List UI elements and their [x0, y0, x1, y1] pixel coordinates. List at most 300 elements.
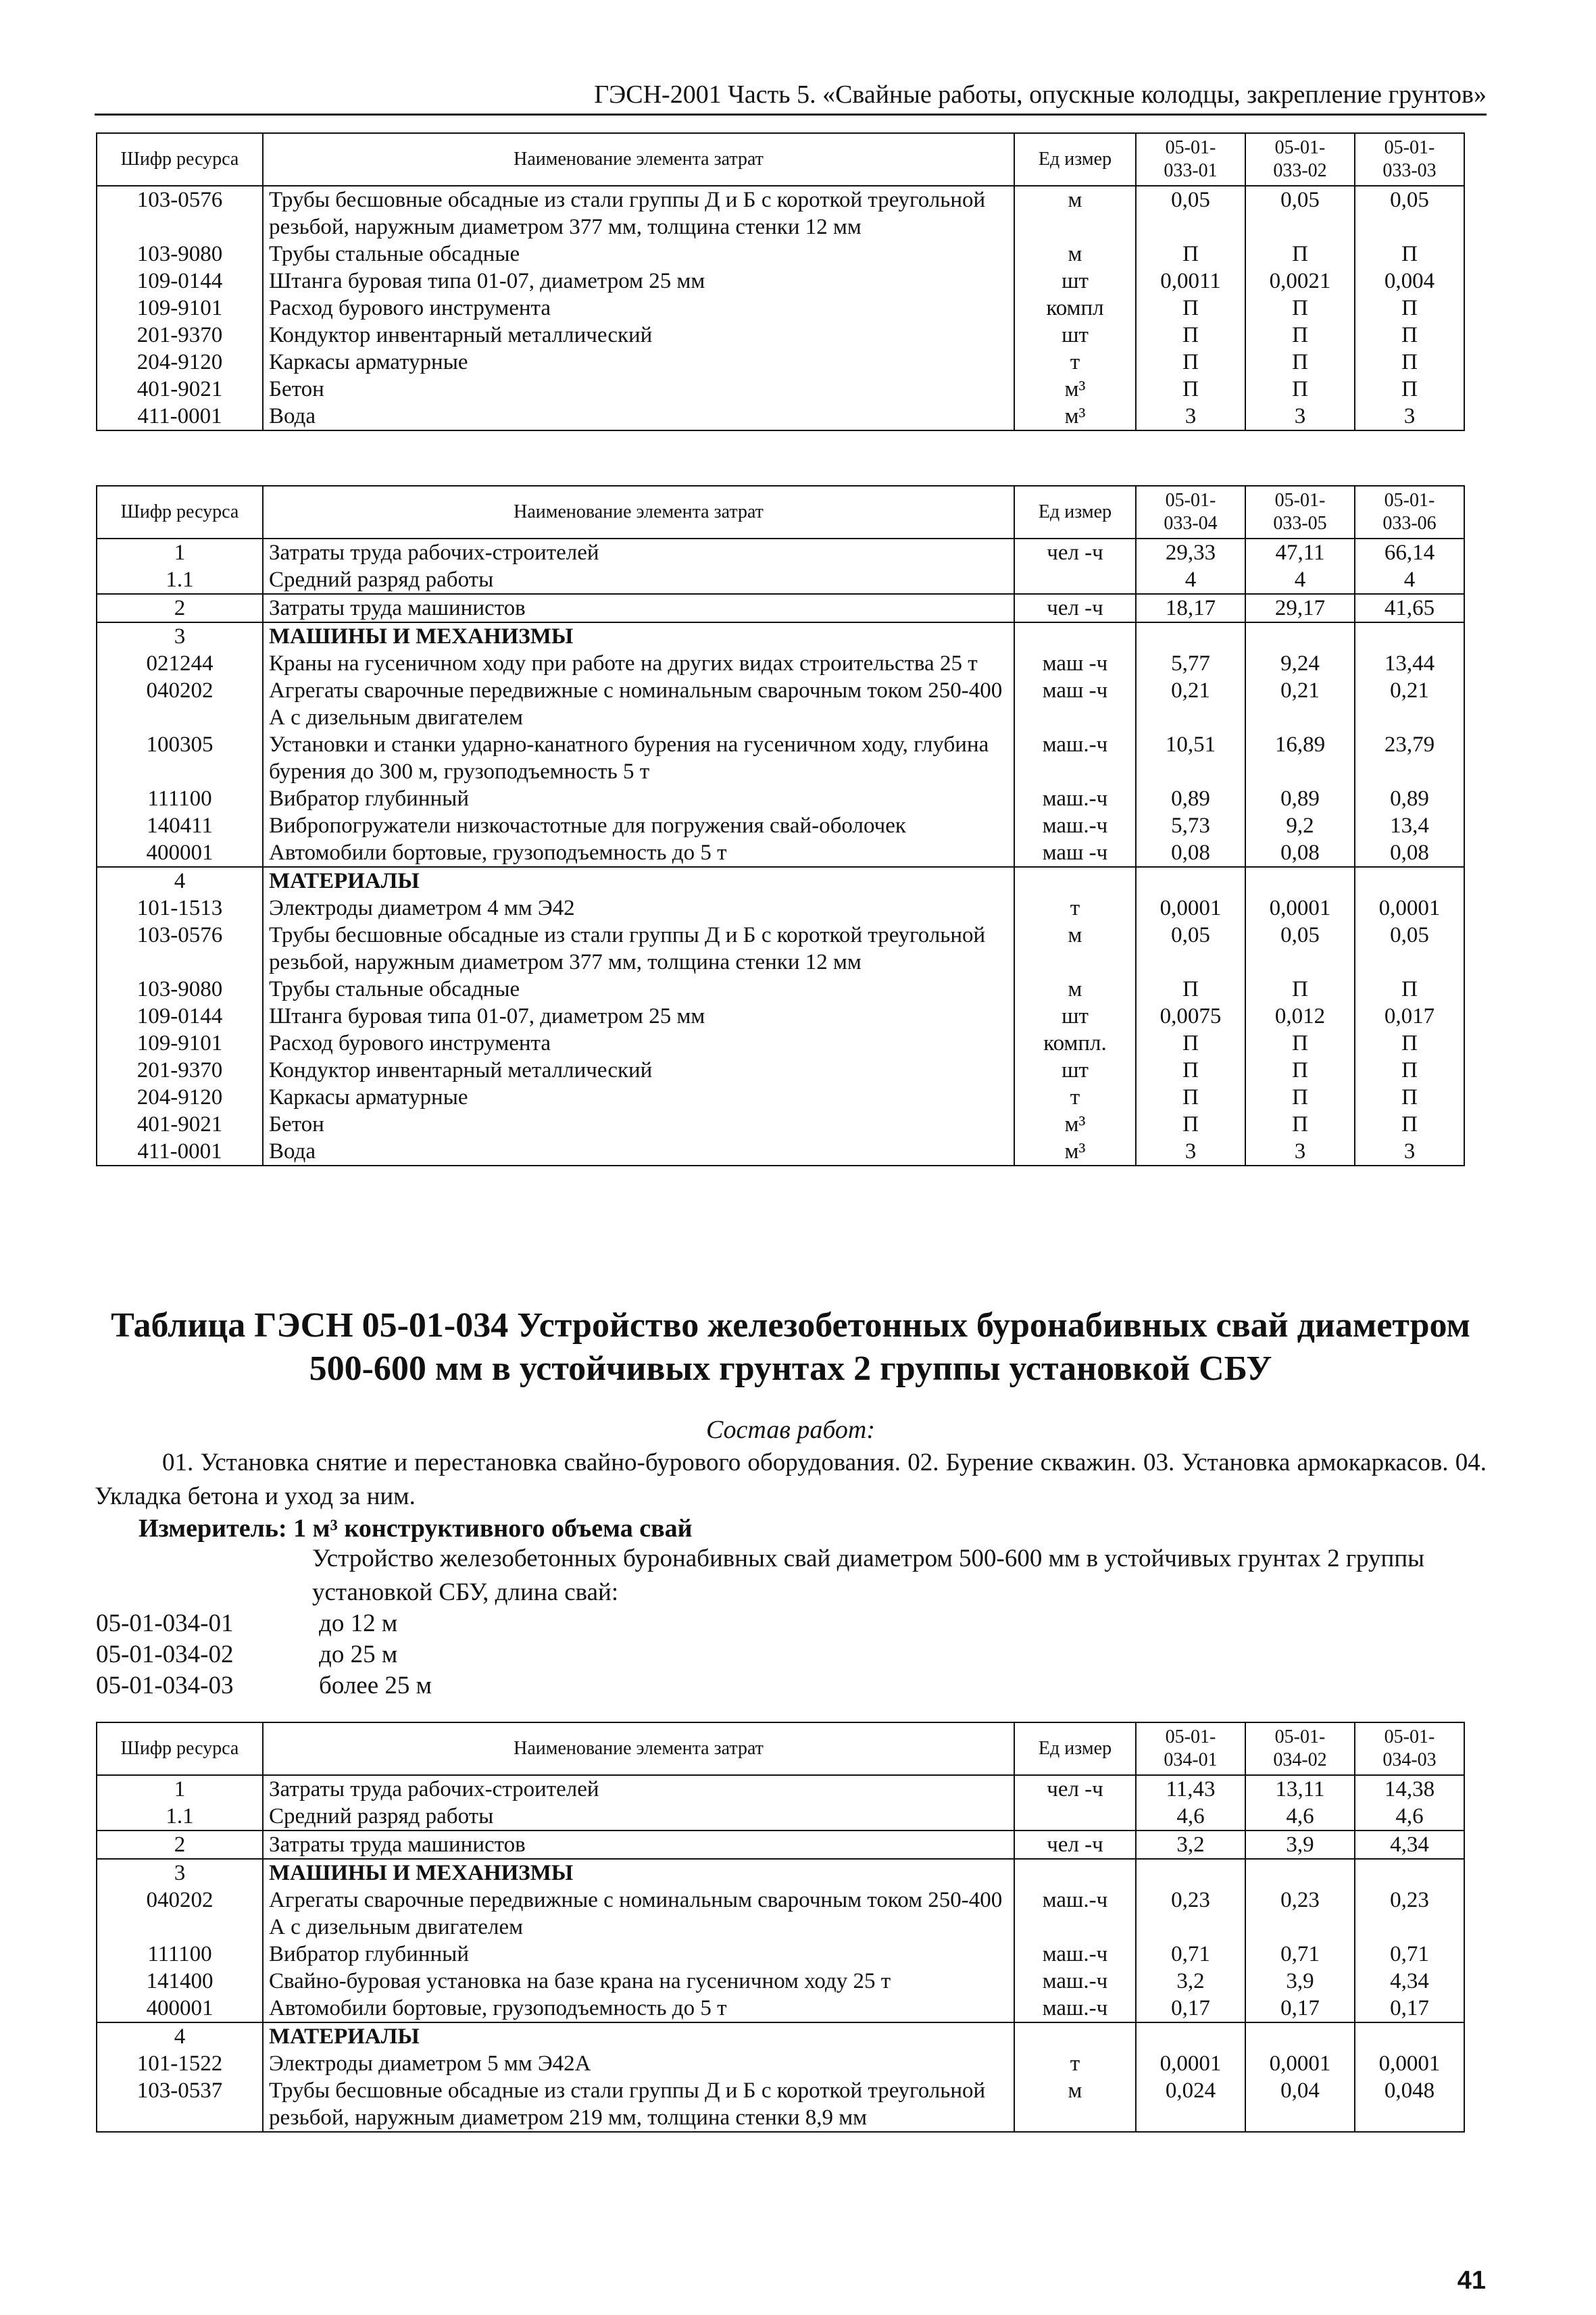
column-header: 05-01- 033-03: [1355, 133, 1464, 186]
column-header: Ед измер: [1014, 133, 1136, 186]
resource-table-033-04-06: [96, 485, 1465, 1166]
value-cell: П: [1245, 295, 1355, 322]
unit-cell: м³: [1014, 376, 1136, 403]
column-header: Ед измер: [1014, 1722, 1136, 1775]
value-cell: 0,05: [1245, 186, 1355, 241]
value-cell: 0,024: [1136, 2077, 1245, 2132]
unit-cell: м: [1014, 186, 1136, 241]
unit-cell: м: [1014, 241, 1136, 268]
value-cell: 4: [1355, 566, 1464, 594]
variant-item: [96, 1639, 432, 1670]
resource-name: Вода: [263, 403, 1014, 430]
unit-cell: маш.-ч: [1014, 1968, 1136, 1995]
unit-cell: м³: [1014, 403, 1136, 430]
resource-name: Расход бурового инструмента: [263, 295, 1014, 322]
resource-code: 1: [97, 539, 263, 566]
column-header: 05-01- 033-05: [1245, 486, 1355, 539]
unit-cell: т: [1014, 2050, 1136, 2077]
table-row: [97, 1057, 1464, 1084]
resource-name: МАШИНЫ И МЕХАНИЗМЫ: [263, 622, 1014, 650]
resource-name: Вибратор глубинный: [263, 1941, 1014, 1968]
resource-code: 4: [97, 867, 263, 895]
value-cell: 3: [1355, 1138, 1464, 1166]
table-row: [97, 539, 1464, 566]
unit-cell: маш.-ч: [1014, 731, 1136, 785]
value-cell: 10,51: [1136, 731, 1245, 785]
unit-cell: маш.-ч: [1014, 1995, 1136, 2022]
resource-name: Агрегаты сварочные передвижные с номинальным сварочным током 250-400 А с дизельным двигателем: [263, 677, 1014, 731]
table-row: [97, 976, 1464, 1003]
variant-list: [96, 1608, 432, 1701]
section-row: [97, 867, 1464, 895]
value-cell: 0,89: [1136, 785, 1245, 812]
value-cell: П: [1355, 376, 1464, 403]
resource-name: Штанга буровая типа 01-07, диаметром 25 мм: [263, 1003, 1014, 1030]
unit-cell: т: [1014, 349, 1136, 376]
table-row: [97, 785, 1464, 812]
resource-name: Вибропогружатели низкочастотные для погружения свай-оболочек: [263, 812, 1014, 839]
value-cell: 9,2: [1245, 812, 1355, 839]
value-cell: 3,2: [1136, 1831, 1245, 1859]
value-cell: П: [1245, 1030, 1355, 1057]
variant-code: 05-01-034-03: [96, 1672, 234, 1699]
value-cell: П: [1245, 1111, 1355, 1138]
table-row: [97, 376, 1464, 403]
value-cell: [1245, 622, 1355, 650]
value-cell: [1136, 622, 1245, 650]
value-cell: П: [1245, 1057, 1355, 1084]
unit-cell: маш.-ч: [1014, 812, 1136, 839]
value-cell: 0,71: [1355, 1941, 1464, 1968]
table-header-row: [97, 486, 1464, 539]
resource-code: 140411: [97, 812, 263, 839]
value-cell: 13,44: [1355, 650, 1464, 677]
value-cell: 13,11: [1245, 1775, 1355, 1803]
value-cell: 0,08: [1355, 839, 1464, 867]
resource-code: 021244: [97, 650, 263, 677]
table-description: Устройство железобетонных буронабивных свай диаметром 500-600 мм в устойчивых грунтах 2 группы установкой СБУ, длина свай:: [312, 1545, 1424, 1606]
resource-code: 1.1: [97, 1803, 263, 1831]
value-cell: П: [1355, 976, 1464, 1003]
value-cell: 4,34: [1355, 1968, 1464, 1995]
value-cell: П: [1245, 376, 1355, 403]
resource-name: МАШИНЫ И МЕХАНИЗМЫ: [263, 1859, 1014, 1887]
unit-cell: м: [1014, 2077, 1136, 2132]
value-cell: 0,0001: [1245, 895, 1355, 922]
resource-name: Трубы стальные обсадные: [263, 976, 1014, 1003]
unit-cell: [1014, 2022, 1136, 2050]
value-cell: 0,08: [1136, 839, 1245, 867]
unit-cell: шт: [1014, 1057, 1136, 1084]
value-cell: 0,71: [1245, 1941, 1355, 1968]
meter-label: Измеритель:: [139, 1514, 287, 1543]
value-cell: 3,9: [1245, 1968, 1355, 1995]
value-cell: П: [1245, 241, 1355, 268]
value-cell: 13,4: [1355, 812, 1464, 839]
column-header: Наименование элемента затрат: [263, 133, 1014, 186]
value-cell: 0,05: [1355, 922, 1464, 976]
value-cell: 0,0075: [1136, 1003, 1245, 1030]
resource-name: Затраты труда машинистов: [263, 594, 1014, 622]
value-cell: [1136, 1859, 1245, 1887]
value-cell: 3: [1245, 403, 1355, 430]
value-cell: П: [1245, 349, 1355, 376]
unit-cell: м: [1014, 922, 1136, 976]
value-cell: 4: [1245, 566, 1355, 594]
value-cell: 66,14: [1355, 539, 1464, 566]
value-cell: 11,43: [1136, 1775, 1245, 1803]
value-cell: 0,23: [1136, 1887, 1245, 1941]
value-cell: [1245, 2022, 1355, 2050]
resource-code: 103-9080: [97, 241, 263, 268]
variant-text: до 12 м: [319, 1610, 398, 1637]
value-cell: П: [1355, 1111, 1464, 1138]
value-cell: 0,0001: [1136, 2050, 1245, 2077]
table-row: [97, 1831, 1464, 1859]
table-row: [97, 677, 1464, 731]
value-cell: 9,24: [1245, 650, 1355, 677]
value-cell: 0,17: [1136, 1995, 1245, 2022]
resource-code: 103-0537: [97, 2077, 263, 2132]
column-header: Наименование элемента затрат: [263, 486, 1014, 539]
resource-name: Средний разряд работы: [263, 566, 1014, 594]
value-cell: П: [1136, 1111, 1245, 1138]
value-cell: 5,77: [1136, 650, 1245, 677]
resource-name: Каркасы арматурные: [263, 349, 1014, 376]
value-cell: 0,23: [1245, 1887, 1355, 1941]
column-header: Шифр ресурса: [97, 1722, 263, 1775]
resource-code: 1: [97, 1775, 263, 1803]
value-cell: П: [1136, 349, 1245, 376]
value-cell: П: [1355, 1030, 1464, 1057]
value-cell: 18,17: [1136, 594, 1245, 622]
resource-code: 401-9021: [97, 376, 263, 403]
column-header: 05-01- 034-01: [1136, 1722, 1245, 1775]
unit-cell: [1014, 566, 1136, 594]
resource-name: Кондуктор инвентарный металлический: [263, 322, 1014, 349]
value-cell: 4,6: [1136, 1803, 1245, 1831]
value-cell: П: [1355, 1057, 1464, 1084]
unit-cell: чел -ч: [1014, 1775, 1136, 1803]
resource-name: Каркасы арматурные: [263, 1084, 1014, 1111]
value-cell: 23,79: [1355, 731, 1464, 785]
unit-cell: м: [1014, 976, 1136, 1003]
value-cell: 0,05: [1355, 186, 1464, 241]
value-cell: 0,17: [1355, 1995, 1464, 2022]
section-row: [97, 2022, 1464, 2050]
value-cell: 0,012: [1245, 1003, 1355, 1030]
running-header: ГЭСН-2001 Часть 5. «Свайные работы, опускные колодцы, закрепление грунтов»: [95, 80, 1487, 116]
resource-code: 109-9101: [97, 295, 263, 322]
table-row: [97, 1803, 1464, 1831]
resource-code: 109-9101: [97, 1030, 263, 1057]
section-row: [97, 622, 1464, 650]
value-cell: 4,34: [1355, 1831, 1464, 1859]
table-row: [97, 186, 1464, 241]
value-cell: 3,2: [1136, 1968, 1245, 1995]
value-cell: 0,04: [1245, 2077, 1355, 2132]
table-row: [97, 566, 1464, 594]
table-row: [97, 349, 1464, 376]
value-cell: П: [1136, 295, 1245, 322]
resource-name: Расход бурового инструмента: [263, 1030, 1014, 1057]
variant-code: 05-01-034-02: [96, 1641, 234, 1668]
value-cell: 14,38: [1355, 1775, 1464, 1803]
value-cell: П: [1136, 1030, 1245, 1057]
resource-code: 040202: [97, 1887, 263, 1941]
unit-cell: [1014, 1859, 1136, 1887]
resource-code: 103-0576: [97, 922, 263, 976]
resource-name: Затраты труда машинистов: [263, 1831, 1014, 1859]
value-cell: П: [1355, 322, 1464, 349]
resource-name: Бетон: [263, 376, 1014, 403]
resource-code: 109-0144: [97, 1003, 263, 1030]
value-cell: 0,23: [1355, 1887, 1464, 1941]
table-row: [97, 1003, 1464, 1030]
composition-title: Состав работ:: [705, 1416, 876, 1444]
resource-name: Автомобили бортовые, грузоподъемность до 5 т: [263, 839, 1014, 867]
column-header: Наименование элемента затрат: [263, 1722, 1014, 1775]
value-cell: 3: [1355, 403, 1464, 430]
resource-code: 1.1: [97, 566, 263, 594]
resource-code: 3: [97, 622, 263, 650]
unit-cell: маш.-ч: [1014, 785, 1136, 812]
resource-name: Вода: [263, 1138, 1014, 1166]
resource-name: Затраты труда рабочих-строителей: [263, 539, 1014, 566]
value-cell: [1136, 867, 1245, 895]
composition-text: 01. Установка снятие и перестановка свайно-бурового оборудования. 02. Бурение скважин. 03. Установка армокаркасов. 04. Укладка бетона и уход за ним.: [95, 1449, 1487, 1510]
resource-name: Автомобили бортовые, грузоподъемность до 5 т: [263, 1995, 1014, 2022]
variant-text: до 25 м: [319, 1641, 398, 1668]
column-header: 05-01- 034-02: [1245, 1722, 1355, 1775]
value-cell: П: [1355, 241, 1464, 268]
value-cell: П: [1355, 349, 1464, 376]
resource-name: Трубы бесшовные обсадные из стали группы Д и Б с короткой треугольной резьбой, наружным диаметром 219 мм, толщина стенки 8,9 мм: [263, 2077, 1014, 2132]
value-cell: [1355, 2022, 1464, 2050]
resource-name: Электроды диаметром 5 мм Э42А: [263, 2050, 1014, 2077]
value-cell: 0,71: [1136, 1941, 1245, 1968]
table-header-row: [97, 1722, 1464, 1775]
table-header-row: [97, 133, 1464, 186]
value-cell: [1136, 2022, 1245, 2050]
resource-name: Кондуктор инвентарный металлический: [263, 1057, 1014, 1084]
resource-name: МАТЕРИАЛЫ: [263, 2022, 1014, 2050]
resource-code: 103-9080: [97, 976, 263, 1003]
resource-code: 2: [97, 1831, 263, 1859]
resource-table-033-01-03: [96, 132, 1465, 431]
value-cell: 3: [1245, 1138, 1355, 1166]
table-title: Таблица ГЭСН 05-01-034 Устройство железобетонных буронабивных свай диаметром 500-600 мм в устойчивых грунтах 2 группы установкой СБУ: [111, 1306, 1470, 1388]
unit-cell: [1014, 622, 1136, 650]
resource-name: Установки и станки ударно-канатного бурения на гусеничном ходу, глубина бурения до 300 м, грузоподъемность 5 т: [263, 731, 1014, 785]
value-cell: 3: [1136, 1138, 1245, 1166]
table-row: [97, 1775, 1464, 1803]
value-cell: 3,9: [1245, 1831, 1355, 1859]
variant-code: 05-01-034-01: [96, 1610, 234, 1637]
unit-cell: м³: [1014, 1111, 1136, 1138]
unit-cell: т: [1014, 1084, 1136, 1111]
resource-code: 401-9021: [97, 1111, 263, 1138]
section-row: [97, 1859, 1464, 1887]
resource-code: 411-0001: [97, 1138, 263, 1166]
value-cell: П: [1245, 1084, 1355, 1111]
resource-code: 111100: [97, 1941, 263, 1968]
resource-code: 101-1513: [97, 895, 263, 922]
value-cell: П: [1355, 295, 1464, 322]
resource-code: 103-0576: [97, 186, 263, 241]
resource-code: 109-0144: [97, 268, 263, 295]
value-cell: 0,0001: [1136, 895, 1245, 922]
value-cell: П: [1136, 241, 1245, 268]
resource-name: Бетон: [263, 1111, 1014, 1138]
unit-cell: шт: [1014, 1003, 1136, 1030]
table-row: [97, 322, 1464, 349]
unit-cell: маш.-ч: [1014, 1887, 1136, 1941]
resource-code: 204-9120: [97, 1084, 263, 1111]
table-row: [97, 1887, 1464, 1941]
resource-name: Трубы бесшовные обсадные из стали группы Д и Б с короткой треугольной резьбой, наружным диаметром 377 мм, толщина стенки 12 мм: [263, 186, 1014, 241]
resource-code: 201-9370: [97, 1057, 263, 1084]
value-cell: 5,73: [1136, 812, 1245, 839]
table-row: [97, 403, 1464, 430]
resource-name: Свайно-буровая установка на базе крана на гусеничном ходу 25 т: [263, 1968, 1014, 1995]
table-row: [97, 268, 1464, 295]
unit-cell: чел -ч: [1014, 1831, 1136, 1859]
unit-cell: компл: [1014, 295, 1136, 322]
unit-cell: чел -ч: [1014, 594, 1136, 622]
value-cell: П: [1245, 976, 1355, 1003]
value-cell: 0,05: [1245, 922, 1355, 976]
value-cell: 0,0001: [1355, 895, 1464, 922]
page-number: 41: [1457, 2266, 1486, 2295]
value-cell: 0,0001: [1245, 2050, 1355, 2077]
unit-cell: шт: [1014, 322, 1136, 349]
value-cell: 0,17: [1245, 1995, 1355, 2022]
value-cell: 41,65: [1355, 594, 1464, 622]
column-header: 05-01- 033-02: [1245, 133, 1355, 186]
value-cell: П: [1136, 1084, 1245, 1111]
column-header: Шифр ресурса: [97, 133, 263, 186]
table-row: [97, 812, 1464, 839]
table-row: [97, 839, 1464, 867]
table-row: [97, 2077, 1464, 2132]
table-row: [97, 1030, 1464, 1057]
value-cell: 0,21: [1355, 677, 1464, 731]
value-cell: 0,0001: [1355, 2050, 1464, 2077]
resource-code: 411-0001: [97, 403, 263, 430]
value-cell: П: [1136, 322, 1245, 349]
unit-cell: т: [1014, 895, 1136, 922]
value-cell: П: [1136, 976, 1245, 1003]
value-cell: 0,89: [1355, 785, 1464, 812]
variant-item: [96, 1670, 432, 1701]
unit-cell: маш -ч: [1014, 650, 1136, 677]
unit-cell: [1014, 867, 1136, 895]
value-cell: 29,33: [1136, 539, 1245, 566]
variant-text: более 25 м: [319, 1672, 432, 1699]
resource-code: 2: [97, 594, 263, 622]
table-row: [97, 2050, 1464, 2077]
column-header: 05-01- 033-04: [1136, 486, 1245, 539]
resource-name: Трубы стальные обсадные: [263, 241, 1014, 268]
resource-code: 101-1522: [97, 2050, 263, 2077]
value-cell: П: [1136, 1057, 1245, 1084]
resource-name: Вибратор глубинный: [263, 785, 1014, 812]
resource-code: 141400: [97, 1968, 263, 1995]
value-cell: 0,017: [1355, 1003, 1464, 1030]
table-row: [97, 895, 1464, 922]
table-row: [97, 1084, 1464, 1111]
unit-cell: маш -ч: [1014, 677, 1136, 731]
unit-cell: компл.: [1014, 1030, 1136, 1057]
resource-name: Краны на гусеничном ходу при работе на других видах строительства 25 т: [263, 650, 1014, 677]
resource-code: 400001: [97, 839, 263, 867]
resource-code: 4: [97, 2022, 263, 2050]
resource-table-034: [96, 1722, 1465, 2133]
table-row: [97, 1111, 1464, 1138]
table-row: [97, 594, 1464, 622]
unit-cell: [1014, 1803, 1136, 1831]
unit-cell: маш.-ч: [1014, 1941, 1136, 1968]
value-cell: 0,048: [1355, 2077, 1464, 2132]
value-cell: 47,11: [1245, 539, 1355, 566]
column-header: 05-01- 034-03: [1355, 1722, 1464, 1775]
value-cell: 4: [1136, 566, 1245, 594]
column-header: 05-01- 033-06: [1355, 486, 1464, 539]
column-header: 05-01- 033-01: [1136, 133, 1245, 186]
resource-code: 3: [97, 1859, 263, 1887]
resource-name: Штанга буровая типа 01-07, диаметром 25 мм: [263, 268, 1014, 295]
resource-code: 040202: [97, 677, 263, 731]
value-cell: [1355, 1859, 1464, 1887]
resource-code: 111100: [97, 785, 263, 812]
value-cell: 16,89: [1245, 731, 1355, 785]
value-cell: [1355, 867, 1464, 895]
value-cell: 29,17: [1245, 594, 1355, 622]
value-cell: 0,05: [1136, 186, 1245, 241]
value-cell: П: [1245, 322, 1355, 349]
table-row: [97, 295, 1464, 322]
table-row: [97, 1941, 1464, 1968]
value-cell: 3: [1136, 403, 1245, 430]
value-cell: 0,89: [1245, 785, 1355, 812]
value-cell: 0,21: [1245, 677, 1355, 731]
value-cell: [1245, 867, 1355, 895]
value-cell: П: [1355, 1084, 1464, 1111]
table-row: [97, 922, 1464, 976]
meter-line: [139, 1514, 693, 1543]
column-header: Ед измер: [1014, 486, 1136, 539]
variant-item: [96, 1608, 432, 1639]
value-cell: 0,21: [1136, 677, 1245, 731]
resource-name: Средний разряд работы: [263, 1803, 1014, 1831]
value-cell: [1355, 622, 1464, 650]
value-cell: 0,08: [1245, 839, 1355, 867]
table-row: [97, 1995, 1464, 2022]
resource-name: МАТЕРИАЛЫ: [263, 867, 1014, 895]
table-row: [97, 241, 1464, 268]
table-row: [97, 650, 1464, 677]
table-row: [97, 1968, 1464, 1995]
unit-cell: маш -ч: [1014, 839, 1136, 867]
table-row: [97, 731, 1464, 785]
resource-code: 201-9370: [97, 322, 263, 349]
resource-name: Трубы бесшовные обсадные из стали группы Д и Б с короткой треугольной резьбой, наружным диаметром 377 мм, толщина стенки 12 мм: [263, 922, 1014, 976]
value-cell: 0,0021: [1245, 268, 1355, 295]
value-cell: 0,004: [1355, 268, 1464, 295]
unit-cell: м³: [1014, 1138, 1136, 1166]
column-header: Шифр ресурса: [97, 486, 263, 539]
